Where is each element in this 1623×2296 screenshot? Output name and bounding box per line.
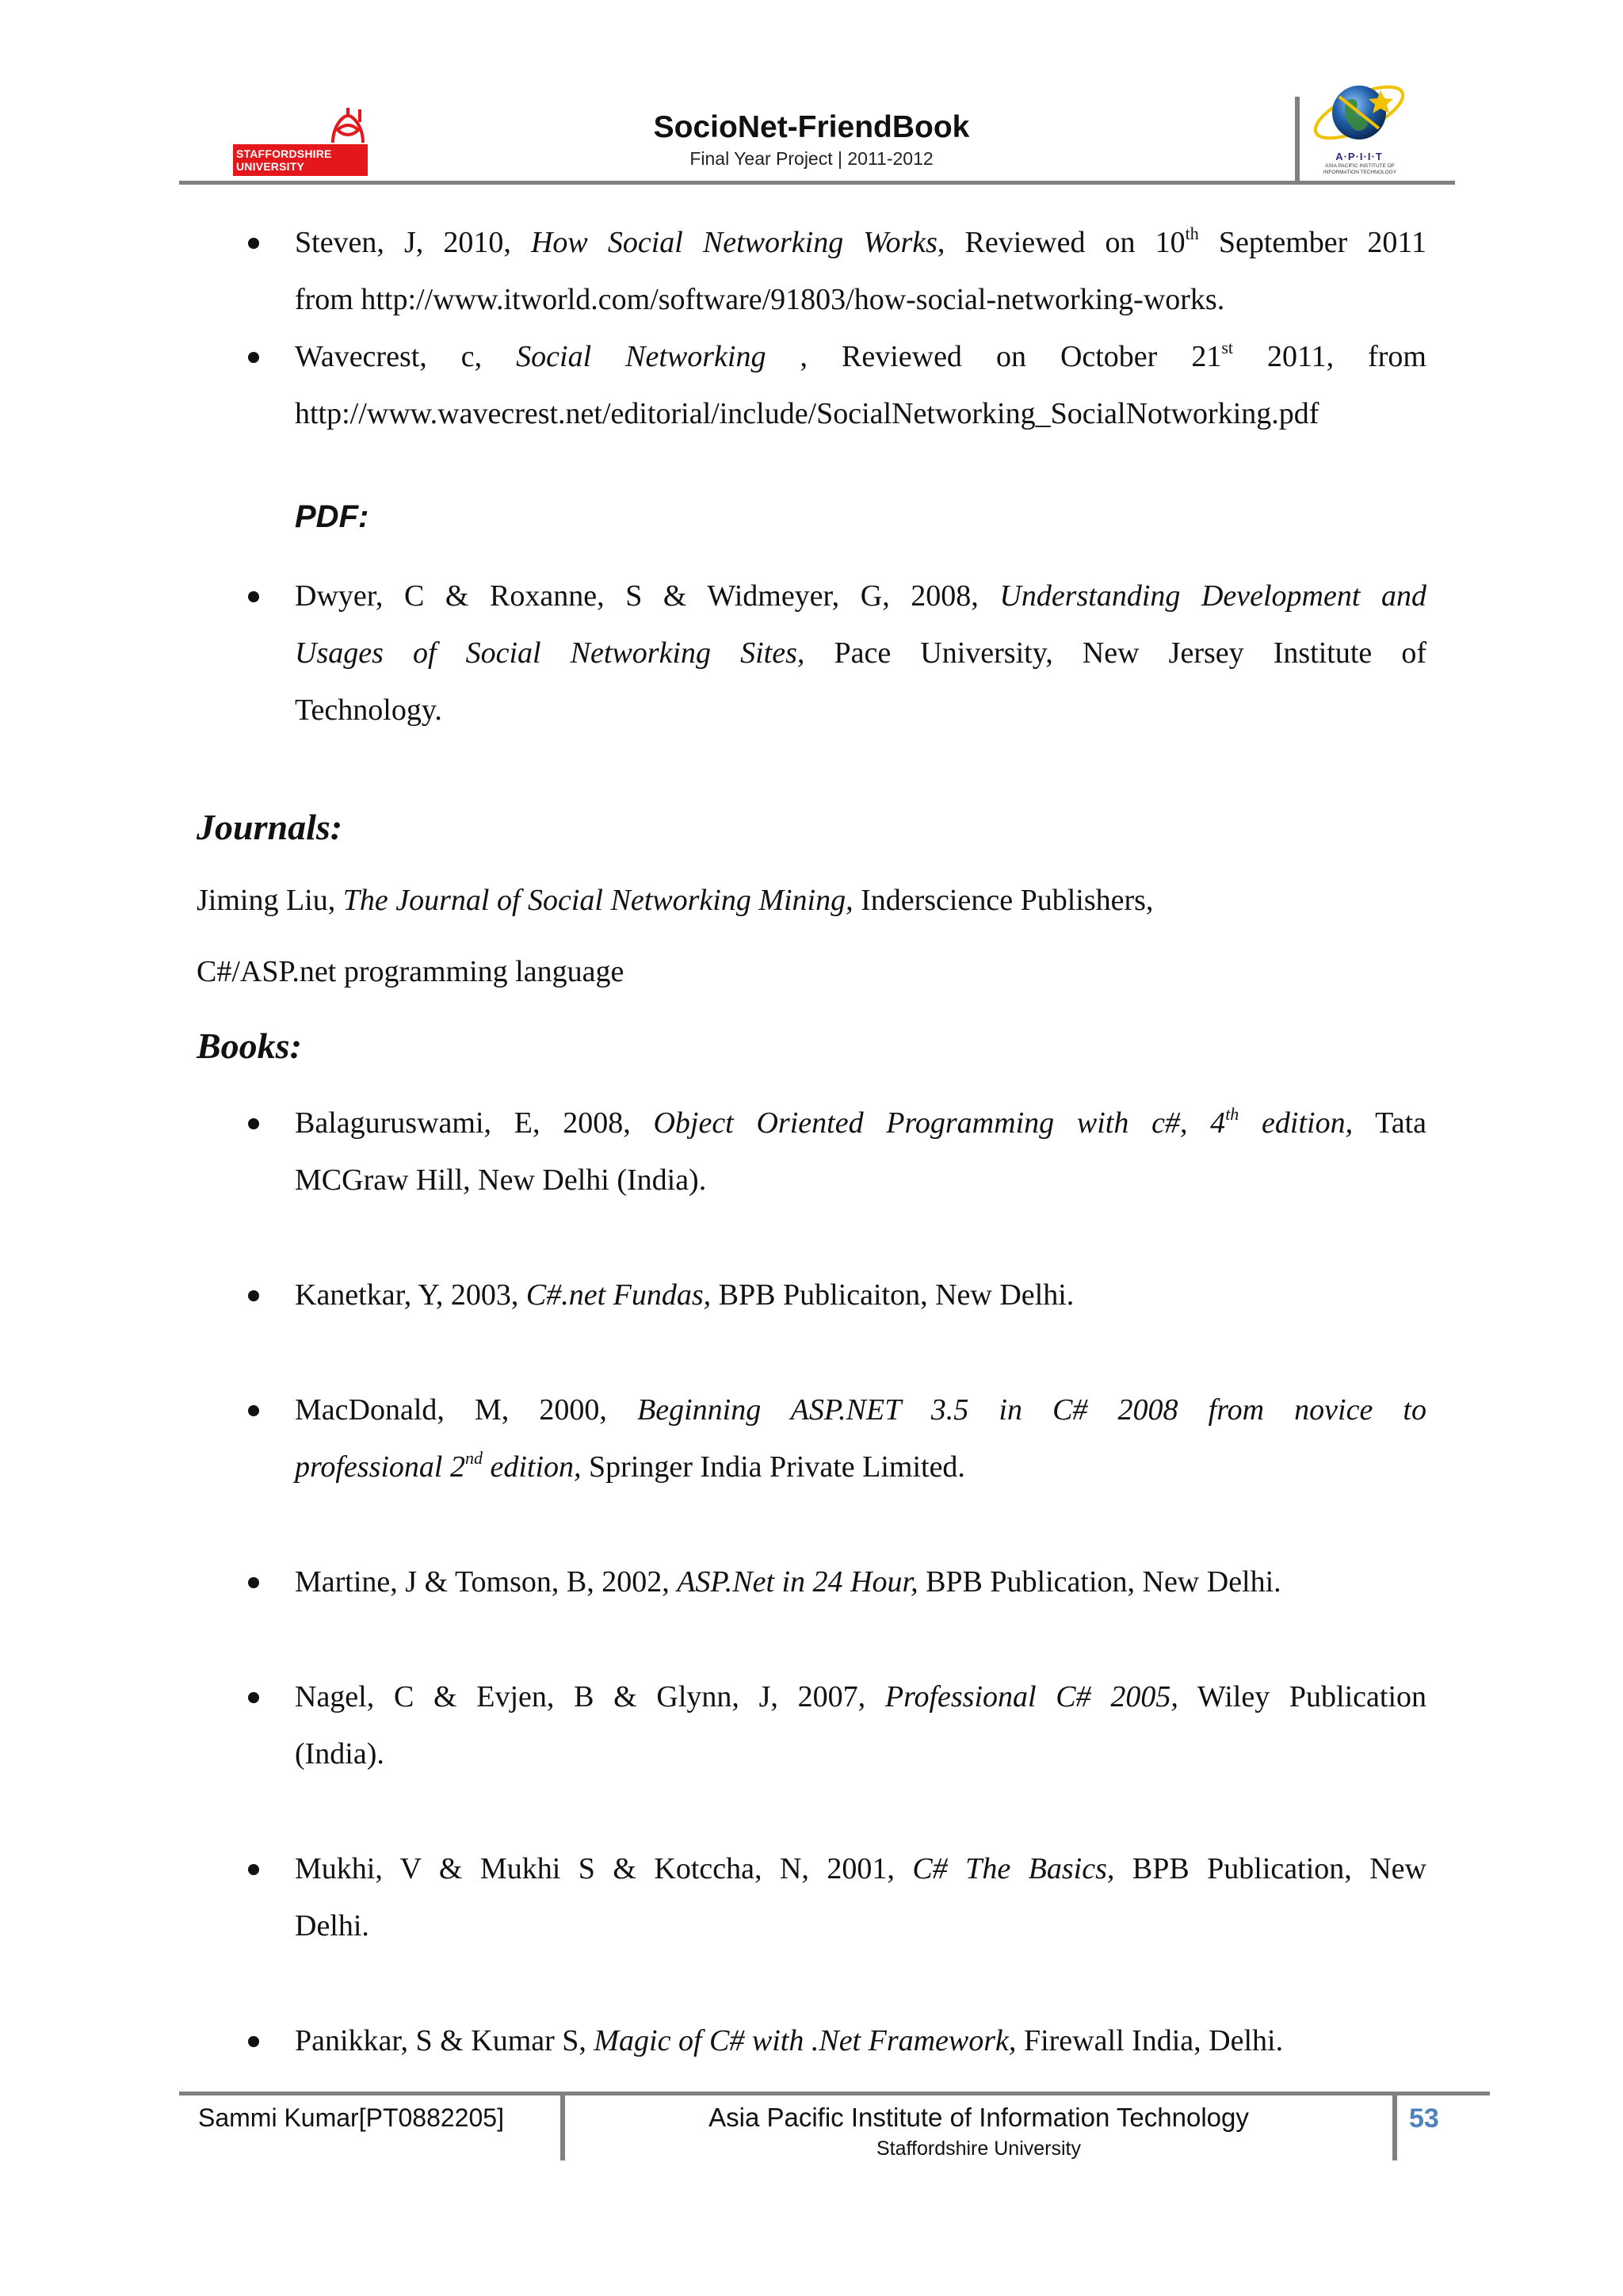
book-reference-6-line2: Delhi. bbox=[295, 1909, 369, 1943]
footer-university: Staffordshire University bbox=[876, 2137, 1081, 2160]
journal-entry: Jiming Liu, The Journal of Social Networking Mining, Inderscience Publishers, bbox=[197, 884, 1154, 917]
book-reference-3-line1: MacDonald, M, 2000, Beginning ASP.NET 3.5 in C# 2008 from novice to bbox=[295, 1393, 1426, 1427]
header-divider bbox=[1295, 97, 1300, 184]
journals-heading: Journals: bbox=[197, 807, 343, 847]
books-heading: Books: bbox=[197, 1026, 302, 1066]
web-reference-2-line2: http://www.wavecrest.net/editorial/include/SocialNetworking_SocialNotworking.pdf bbox=[295, 397, 1319, 430]
bullet-icon bbox=[248, 1405, 259, 1416]
apiit-logo bbox=[1308, 73, 1411, 180]
pdf-heading: PDF: bbox=[295, 499, 369, 534]
logo-line-2: UNIVERSITY bbox=[236, 160, 305, 173]
footer-rule bbox=[179, 2092, 1490, 2095]
document-title: SocioNet-FriendBook bbox=[653, 110, 970, 144]
pdf-reference-line3: Technology. bbox=[295, 693, 442, 727]
apiit-letters: A·P·I·I·T bbox=[1335, 151, 1383, 162]
journal-note: C#/ASP.net programming language bbox=[197, 955, 624, 988]
pdf-reference-line2: Usages of Social Networking Sites, Pace University, New Jersey Institute of bbox=[295, 636, 1426, 670]
apiit-tagline: ASIA PACIFIC INSTITUTE OF INFORMATION TECHNOLOGY bbox=[1323, 163, 1397, 175]
bullet-icon bbox=[248, 1864, 259, 1875]
bullet-icon bbox=[248, 1118, 259, 1129]
header-rule bbox=[179, 181, 1455, 185]
reference-title: How Social Networking Works bbox=[530, 226, 938, 259]
book-reference-5-line2: (India). bbox=[295, 1737, 384, 1771]
book-reference-1-line2: MCGraw Hill, New Delhi (India). bbox=[295, 1163, 707, 1197]
bullet-icon bbox=[248, 591, 259, 602]
web-reference-1-line1: Steven, J, 2010, How Social Networking Works, Reviewed on 10th September 2011 bbox=[295, 223, 1426, 259]
apiit-globe-icon bbox=[1308, 73, 1411, 152]
book-reference-6-line1: Mukhi, V & Mukhi S & Kotccha, N, 2001, C# The Basics, BPB Publication, New bbox=[295, 1852, 1426, 1885]
bullet-icon bbox=[248, 1290, 259, 1301]
footer-institute: Asia Pacific Institute of Information Technology bbox=[708, 2103, 1249, 2132]
bullet-icon bbox=[248, 238, 259, 249]
bullet-icon bbox=[248, 1692, 259, 1703]
bullet-icon bbox=[248, 2036, 259, 2047]
book-reference-2: Kanetkar, Y, 2003, C#.net Fundas, BPB Publicaiton, New Delhi. bbox=[295, 1278, 1075, 1312]
book-reference-3-line2: professional 2nd edition, Springer India Private Limited. bbox=[295, 1448, 965, 1484]
logo-line-1: STAFFORDSHIRE bbox=[236, 147, 332, 160]
bullet-icon bbox=[248, 352, 259, 363]
document-subtitle: Final Year Project | 2011-2012 bbox=[689, 148, 934, 169]
book-reference-5-line1: Nagel, C & Evjen, B & Glynn, J, 2007, Professional C# 2005, Wiley Publication bbox=[295, 1680, 1426, 1713]
web-reference-1-line2: from http://www.itworld.com/software/91803/how-social-networking-works. bbox=[295, 283, 1225, 316]
reference-title: Social Networking bbox=[516, 340, 766, 373]
book-reference-7: Panikkar, S & Kumar S, Magic of C# with .Net Framework, Firewall India, Delhi. bbox=[295, 2024, 1284, 2057]
footer-author: Sammi Kumar[PT0882205] bbox=[198, 2103, 504, 2132]
pdf-reference-line1: Dwyer, C & Roxanne, S & Widmeyer, G, 2008, Understanding Development and bbox=[295, 579, 1427, 613]
footer-divider bbox=[1392, 2094, 1397, 2160]
bullet-icon bbox=[248, 1577, 259, 1588]
web-reference-2-line1: Wavecrest, c, Social Networking , Reviewed on October 21st 2011, from bbox=[295, 338, 1426, 373]
page-number: 53 bbox=[1409, 2103, 1439, 2134]
book-reference-1-line1: Balaguruswami, E, 2008, Object Oriented Programming with c#, 4th edition, Tata bbox=[295, 1104, 1426, 1140]
book-reference-4: Martine, J & Tomson, B, 2002, ASP.Net in 24 Hour, BPB Publication, New Delhi. bbox=[295, 1565, 1281, 1599]
